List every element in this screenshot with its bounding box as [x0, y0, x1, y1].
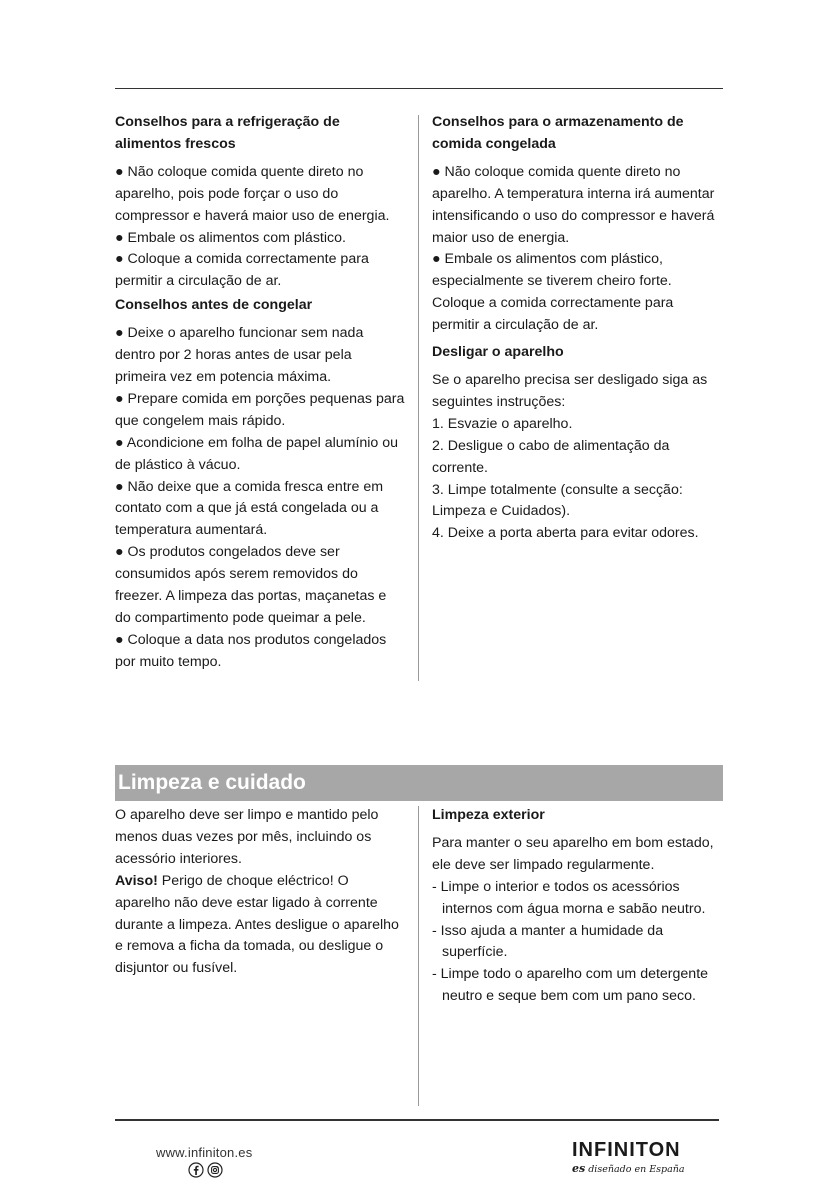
paragraph: ● Embale os alimentos com plástico, especialmente se tiverem cheiro forte. Coloque a comida correctamente para permitir a circulação de ar.: [432, 251, 674, 334]
paragraph: ● Deixe o aparelho funcionar sem nada dentro por 2 horas antes de usar pela primeira vez em potencia máxima.: [115, 325, 364, 385]
instagram-icon[interactable]: [207, 1162, 223, 1183]
paragraph: ● Não deixe que a comida fresca entre em contato com a que já está congelada ou a temperatura aumentará.: [115, 478, 384, 539]
brand-logo: [572, 1139, 685, 1175]
paragraph: ● Os produtos congelados deve ser consumidos após serem removidos do freezer. A limpeza das portas, maçanetas e do compartimento pode queimar a pele.: [115, 544, 387, 626]
list-item: 3. Limpe totalmente (consulte a secção: Limpeza e Cuidados).: [432, 481, 683, 520]
paragraph: ● Coloque a data nos produtos congelados por muito tempo.: [115, 631, 387, 670]
list-item: - Limpe todo o aparelho com um detergente neutro e seque bem com um pano seco.: [432, 966, 709, 1005]
heading-before-freezing: Conselhos antes de congelar: [115, 297, 313, 314]
paragraph: Para manter o seu aparelho em bom estado, ele deve ser limpado regularmente.: [432, 834, 714, 873]
brand-name: INFINITON: [572, 1139, 681, 1161]
bottom-left-column: [115, 805, 405, 980]
list-item: - Isso ajuda a manter a humidade da superfície.: [432, 922, 664, 961]
paragraph: Se o aparelho precisa ser desligado siga as seguintes instruções:: [432, 371, 708, 410]
paragraph: O aparelho deve ser limpo e mantido pelo menos duas vezes por mês, incluindo os acessório interiores.: [115, 807, 379, 867]
heading-switch-off: Desligar o aparelho: [432, 344, 564, 361]
website-link[interactable]: www.infiniton.es: [156, 1145, 253, 1160]
facebook-icon[interactable]: [188, 1162, 204, 1183]
paragraph: ● Embale os alimentos com plástico.: [115, 229, 346, 246]
heading-fresh-food: Conselhos para a refrigeração de alimentos frescos: [115, 114, 340, 152]
heading-frozen-storage: Conselhos para o armazenamento de comida congelada: [432, 114, 684, 152]
section-title: Limpeza e cuidado: [115, 765, 723, 801]
paragraph: ● Acondicione em folha de papel alumínio ou de plástico à vácuo.: [115, 434, 399, 473]
paragraph: ● Prepare comida em porções pequenas para que congelem mais rápido.: [115, 390, 405, 429]
heading-exterior-cleaning: Limpeza exterior: [432, 807, 545, 823]
warning-text: Perigo de choque eléctrico! O aparelho não deve estar ligado à corrente durante a limpeza. Antes desligue o aparelho e remova a ficha da tomada, ou desligue o disjuntor ou fusível.: [115, 872, 399, 977]
top-right-column: [432, 112, 724, 545]
warning-paragraph: [115, 871, 405, 981]
brand-tagline: [572, 1162, 685, 1175]
warning-label: Aviso!: [115, 872, 158, 889]
paragraph: ● Coloque a comida correctamente para permitir a circulação de ar.: [115, 251, 369, 290]
list-item: - Limpe o interior e todos os acessórios internos com água morna e sabão neutro.: [432, 878, 706, 917]
social-icons: [188, 1162, 223, 1183]
column-divider: [418, 806, 419, 1106]
footer-divider: [115, 1119, 719, 1121]
list-item: 1. Esvazie o aparelho.: [432, 415, 573, 432]
column-divider: [418, 115, 419, 681]
tagline-text: diseñado en España: [585, 1164, 685, 1175]
paragraph: ● Não coloque comida quente direto no aparelho. A temperatura interna irá aumentar intensificando o uso do compressor e haverá maior uso de energia.: [432, 163, 715, 246]
tagline-prefix: es: [572, 1162, 586, 1175]
bottom-right-column: [432, 805, 726, 1008]
top-left-column: [115, 112, 405, 674]
list-item: 4. Deixe a porta aberta para evitar odores.: [432, 525, 699, 542]
top-divider: [115, 88, 723, 89]
list-item: 2. Desligue o cabo de alimentação da corrente.: [432, 437, 670, 476]
paragraph: ● Não coloque comida quente direto no aparelho, pois pode forçar o uso do compressor e haverá maior uso de energia.: [115, 163, 390, 224]
